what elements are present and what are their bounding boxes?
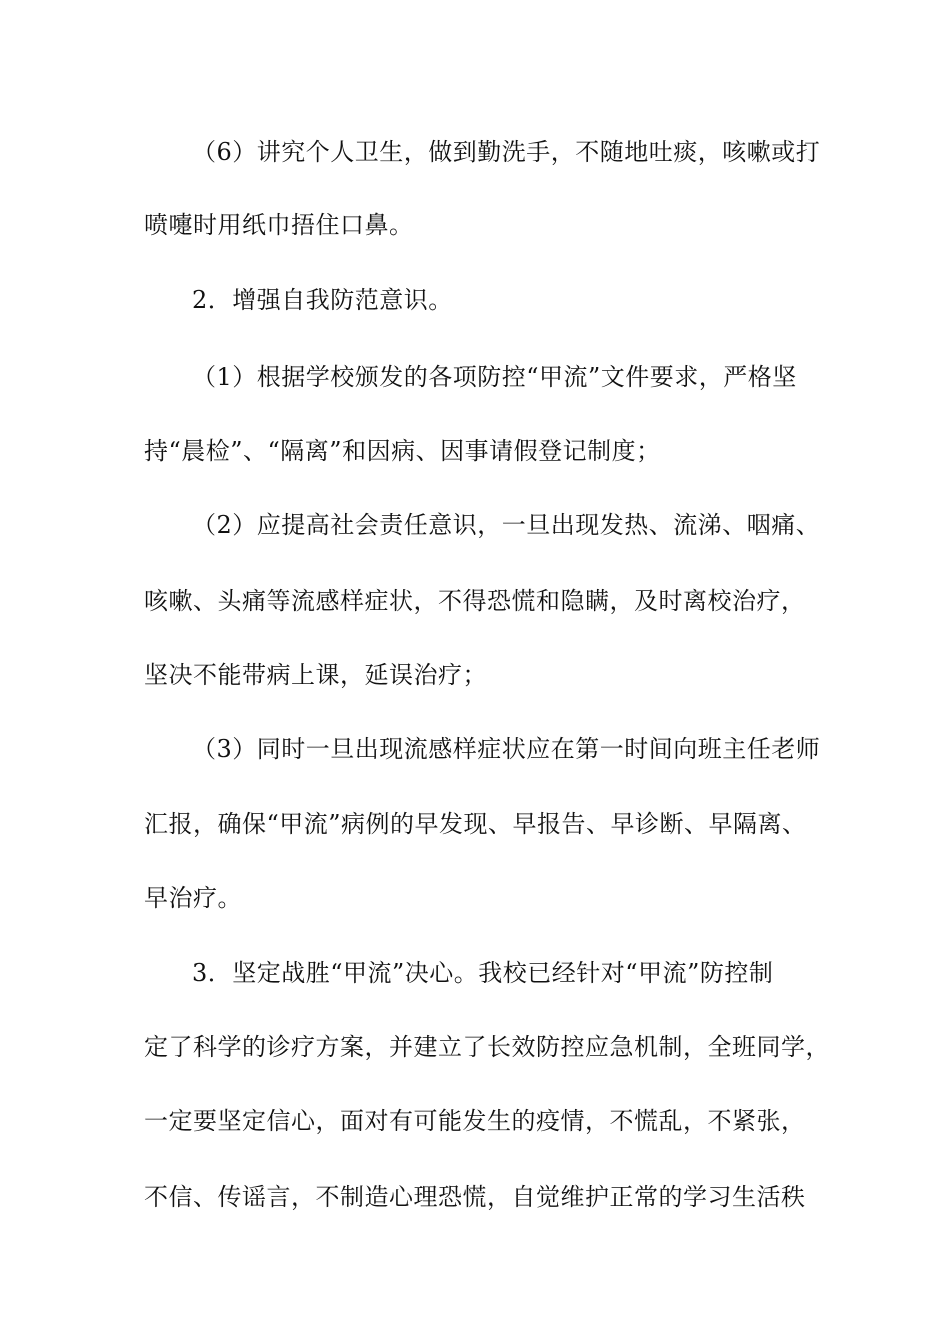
text-line: 早治疗。 (144, 884, 242, 912)
section-heading: 2．增强自我防范意识。 (192, 286, 453, 314)
text-line: 坚决不能带病上课，延误治疗； (144, 661, 487, 689)
section-heading: 3．坚定战胜“甲流”决心。我校已经针对“甲流”防控制 (192, 959, 774, 987)
text-line: （6）讲究个人卫生，做到勤洗手，不随地吐痰，咳嗽或打 (192, 138, 821, 166)
text-line: 汇报，确保“甲流”病例的早发现、早报告、早诊断、早隔离、 (144, 810, 807, 838)
text-line: （3）同时一旦出现流感样症状应在第一时间向班主任老师 (192, 735, 821, 763)
text-line: 咳嗽、头痛等流感样症状，不得恐慌和隐瞒，及时离校治疗， (144, 587, 806, 615)
text-line: 喷嚏时用纸巾捂住口鼻。 (144, 211, 414, 239)
text-line: （1）根据学校颁发的各项防控“甲流”文件要求，严格坚 (192, 363, 797, 391)
text-line: （2）应提高社会责任意识，一旦出现发热、流涕、咽痛、 (192, 511, 821, 539)
text-line: 持“晨检”、“隔离”和因病、因事请假登记制度； (144, 437, 661, 465)
text-line: 一定要坚定信心，面对有可能发生的疫情，不慌乱，不紧张， (144, 1107, 806, 1135)
text-line: 定了科学的诊疗方案，并建立了长效防控应急机制，全班同学， (144, 1033, 830, 1061)
text-line: 不信、传谣言，不制造心理恐慌，自觉维护正常的学习生活秩 (144, 1183, 806, 1211)
